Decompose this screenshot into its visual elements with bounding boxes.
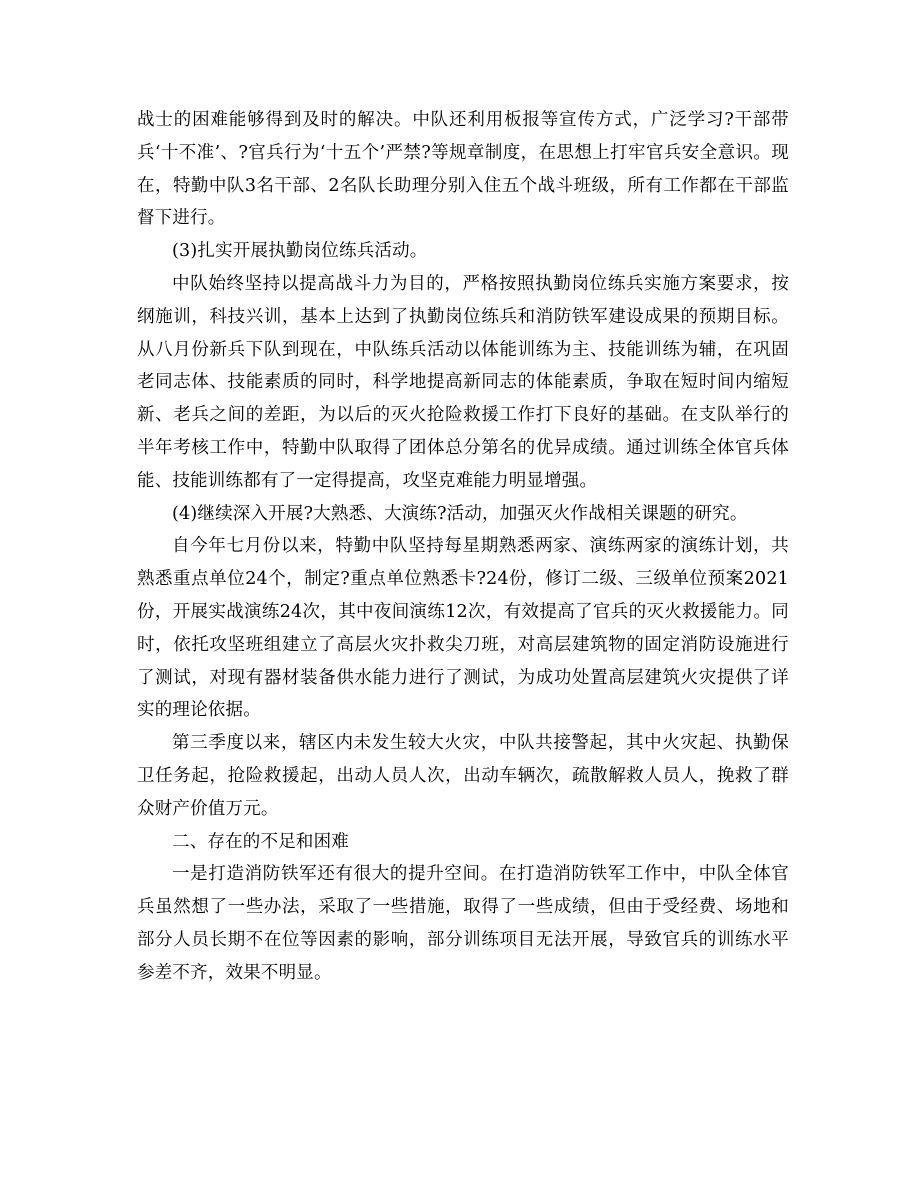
paragraph-third-quarter: 第三季度以来，辖区内未发生较大火灾，中队共接警起，其中火灾起、执勤保卫任务起，抢险救援起，出动人员人次，出动车辆次，疏散解救人员人，挽救了群众财产价值万元。 [137,733,789,819]
paragraph-heading-4: (4)继续深入开展?大熟悉、大演练?活动，加强灭火作战相关课题的研究。 [172,503,748,524]
document-body [137,104,789,990]
paragraph-heading-3: (3)扎实开展执勤岗位练兵活动。 [172,241,428,262]
paragraph-continuation: 战士的困难能够得到及时的解决。中队还利用板报等宣传方式，广泛学习?干部带兵‘十不准’、?官兵行为‘十五个’严禁?等规章制度，在思想上打牢官兵安全意识。现在，特勤中队3名干部、2名队长助理分别入住五个战斗班级，所有工作都在干部监督下进行。 [137,110,789,229]
paragraph-training: 中队始终坚持以提高战斗力为目的，严格按照执勤岗位练兵实施方案要求，按纲施训，科技兴训，基本上达到了执勤岗位练兵和消防铁军建设成果的预期目标。从八月份新兵下队到现在，中队练兵活动以体能训练为主、技能训练为辅，在巩固老同志体、技能素质的同时，科学地提高新同志的体能素质，争取在短时间内缩短新、老兵之间的差距，为以后的灭火抢险救援工作打下良好的基础。在支队举行的半年考核工作中，特勤中队取得了团体总分第名的优异成绩。通过训练全体官兵体能、技能训练都有了一定得提高，攻坚克难能力明显增强。 [137,273,789,491]
section-heading-shortcomings: 二、存在的不足和困难 [172,831,349,852]
paragraph-drills: 自今年七月份以来，特勤中队坚持每星期熟悉两家、演练两家的演练计划，共熟悉重点单位24个，制定?重点单位熟悉卡?24份，修订二级、三级单位预案2021份，开展实战演练24次，其中夜间演练12次，有效提高了官兵的灭火救援能力。同时，依托攻坚班组建立了高层火灾扑救尖刀班，对高层建筑物的固定消防设施进行了测试，对现有器材装备供水能力进行了测试，为成功处置高层建筑火灾提供了详实的理论依据。 [137,536,789,721]
paragraph-shortcoming-one: 一是打造消防铁军还有很大的提升空间。在打造消防铁军工作中，中队全体官兵虽然想了一些办法，采取了一些措施，取得了一些成绩，但由于受经费、场地和部分人员长期不在位等因素的影响，部分训练项目无法开展，导致官兵的训练水平参差不齐，效果不明显。 [137,864,789,983]
